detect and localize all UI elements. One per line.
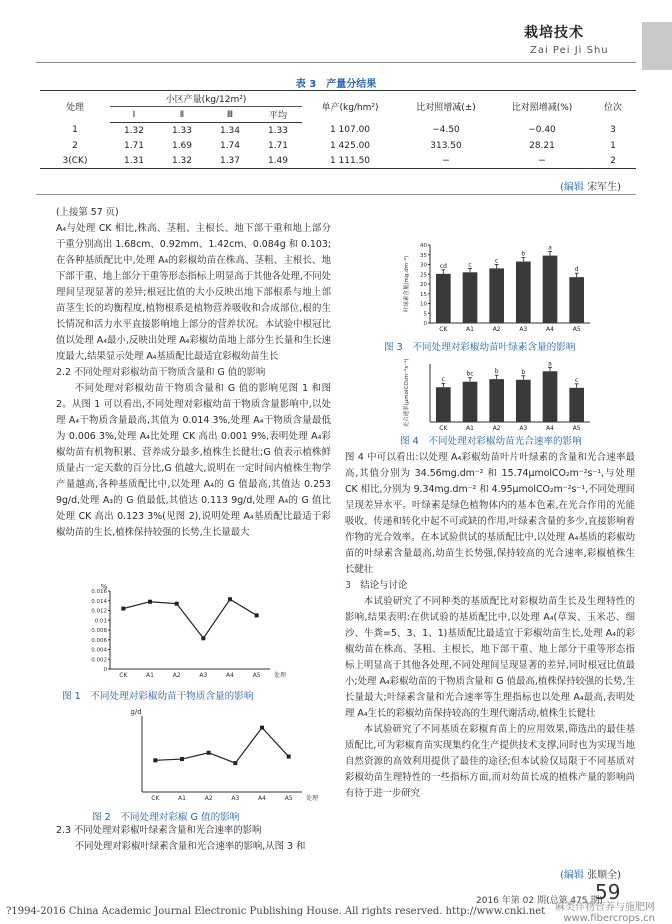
x-axis-label: 处理 — [306, 795, 319, 802]
x-tick-label: A5 — [572, 425, 581, 432]
table-cell: 1.37 — [206, 153, 254, 169]
table-row — [40, 153, 636, 169]
data-point — [228, 597, 232, 601]
x-tick-label: A5 — [252, 672, 261, 679]
watermark-text: 麻类作物营养与施肥网 — [555, 902, 655, 913]
y-tick-label: 40 — [420, 243, 427, 249]
subsection-heading: 2.2 不同处理对彩椒幼苗干物质含量和 G 值的影响 — [56, 367, 266, 378]
table-cell: 1 — [610, 140, 616, 151]
table-cell: 1.32 — [158, 153, 206, 169]
table-cell: 1.74 — [219, 140, 241, 151]
left-column-end — [56, 823, 331, 855]
table-title: 表 3 产量分结果 — [295, 79, 377, 90]
y-tick-label: 30 — [420, 262, 427, 269]
paragraph: A₄与处理 CK 相比,株高、茎粗、主根长、地下部干重和地上部分干重分别高出 1.68cm、0.92mm、1.42cm、0.084g 和 0.103;在各种基质配比中,处理 A₄的彩椒幼苗在株高、茎粗、主根长、地下部干重、地上部分干重等形态指标上明显高于其他各处理,不同处理间呈现显著的差异;根冠比值的大小反映出地下部根系与地上部苗茎生长的均衡程度,植物根系是植物营养吸收和合成部位,根的生长情况和活力水平直接影响地上部分的营养状况。本试验中根冠比值以处理 A₄最小,反映出处理 A₄彩椒幼苗地上部分生长量和生长速度最大,结果显示处理 A₄基质配比最适宜彩椒幼苗生长 — [56, 223, 331, 362]
x-tick-label: A4 — [226, 672, 234, 679]
figure-1-chart — [88, 583, 288, 683]
table-cell: −0.40 — [528, 125, 556, 136]
significance-label: bc — [466, 370, 474, 378]
y-tick-label: 0.004 — [91, 647, 107, 654]
x-tick-label: A1 — [466, 326, 474, 333]
section-heading — [345, 578, 635, 594]
table-row — [40, 123, 636, 139]
x-tick-label: A3 — [231, 795, 240, 802]
y-axis-label: % — [100, 583, 108, 591]
significance-label: c — [468, 261, 472, 269]
x-tick-label: A2 — [492, 326, 501, 333]
bar — [463, 272, 478, 323]
y-axis-label: 叶绿素含量(mg.dm⁻²) — [404, 255, 410, 313]
bar — [516, 380, 531, 422]
y-tick-label: 0.014 — [91, 598, 107, 605]
continuation-note: (上接第 57 页) — [56, 207, 119, 218]
x-tick-label: A5 — [572, 326, 581, 333]
y-tick-label: 0.006 — [91, 637, 107, 644]
figure-2-caption: 图 2 不同处理对彩椒 G 值的影响 — [92, 812, 240, 823]
bar — [569, 388, 584, 422]
bar — [489, 268, 504, 323]
editor-credit-top — [560, 178, 621, 193]
paragraph: 本试验研究了不同种类的基质配比对彩椒幼苗生长及生理特性的影响,结果表明:在供试验的基质配比中,以处理 A₄(草炭、玉米芯、细沙、牛粪=5、3、1、1)基质配比最适宜于彩椒幼苗生长,处理 A₄的彩椒幼苗在株高、茎粗、主根长、地下部干重、地上部分干重等形态指标上明显高于其他各处理,不同处理间呈现显著的差异,同时根冠比值最小;处理 A₄彩椒幼苗的干物质含量和 G 值最高,植株保持较强的长势,生长量最大;叶绿素含量和光合速率等生理指标也以处理 A₄最高,表明处理 A₄生长的彩椒幼苗保持较高的生理代谢活动,植株生长健壮 — [345, 596, 635, 719]
table-cell: 1.31 — [110, 153, 158, 169]
x-tick-label: A3 — [519, 425, 528, 432]
significance-label: cd — [439, 262, 447, 270]
issue-info: 2016 年第 02 期(总第 475 期) — [476, 896, 603, 906]
y-tick-label: 15 — [420, 291, 427, 298]
y-tick-label: 0.012 — [91, 608, 107, 615]
table-cell: 28.21 — [529, 140, 555, 151]
header-treatment: 处理 — [40, 91, 110, 123]
header-diff: 比对照增减(±) — [398, 91, 494, 123]
section-title: 栽培技术 — [524, 25, 584, 41]
bar — [543, 371, 558, 422]
section-rule — [36, 194, 636, 195]
header-tab-block — [642, 22, 672, 70]
editor-name: 宋军生) — [587, 182, 621, 193]
significance-label: a — [548, 244, 552, 252]
data-point — [175, 602, 179, 606]
y-tick-label: 5 — [423, 311, 427, 318]
figure-3-caption: 图 3 不同处理对彩椒幼苗叶绿素含量的影响 — [384, 342, 576, 353]
page-number: 59 — [595, 880, 621, 904]
table-row — [40, 138, 636, 153]
header-rule — [36, 62, 636, 63]
significance-label: b — [521, 250, 526, 258]
table-cell: 3(CK) — [40, 153, 110, 169]
significance-label: b — [494, 368, 499, 376]
bar — [436, 387, 451, 422]
editor-label: (编辑 — [560, 182, 584, 193]
x-tick-label: CK — [151, 795, 160, 802]
x-tick-label: A2 — [492, 425, 501, 432]
table-cell: − — [494, 153, 590, 169]
data-point — [153, 758, 157, 762]
data-point — [121, 607, 125, 611]
x-tick-label: A5 — [284, 795, 293, 802]
significance-label: c — [575, 376, 579, 384]
table-cell: 1.69 — [171, 140, 193, 151]
right-column — [345, 450, 635, 802]
figure-4-caption: 图 4 不同处理对彩椒幼苗光合速率的影响 — [400, 436, 582, 447]
header-pct: 比对照增减(%) — [494, 91, 590, 123]
table-cell: 1.71 — [123, 140, 145, 151]
table-cell: 1.33 — [171, 125, 193, 136]
series-line — [123, 599, 256, 638]
y-tick-label: 0 — [423, 321, 427, 327]
y-tick-label: 35 — [420, 252, 427, 259]
table-cell: 1.32 — [123, 125, 145, 136]
x-tick-label: A2 — [172, 672, 181, 679]
table-cell: − — [398, 153, 494, 169]
significance-label: a — [548, 360, 552, 368]
x-tick-label: A1 — [146, 672, 154, 679]
left-column — [56, 205, 331, 541]
subsection-heading: 2.3 不同处理对彩椒叶绿素含量和光合速率的影响 — [56, 825, 262, 836]
header-plot-yield: 小区产量(kg/12m²) — [110, 91, 302, 107]
table-cell: 1 425.00 — [329, 140, 371, 151]
data-point — [255, 613, 259, 617]
x-tick-label: CK — [439, 326, 448, 333]
figure-4-chart — [398, 356, 598, 432]
y-tick-label: 0.002 — [91, 657, 107, 664]
copyright-line: ?1994-2016 China Academic Journal Electronic Publishing House. All rights reserved. http://www.cnki.net — [6, 906, 546, 917]
data-point — [287, 755, 291, 759]
data-point — [233, 761, 237, 765]
series-line — [155, 728, 288, 763]
table-cell: 313.50 — [430, 140, 462, 151]
data-point — [180, 757, 184, 761]
y-tick-label: 0 — [103, 667, 107, 673]
y-tick-label: 25 — [420, 272, 427, 279]
table-cell: 1 111.50 — [302, 153, 398, 169]
bar — [569, 277, 584, 323]
watermark-url: www.fibercrops.cn — [563, 913, 655, 924]
bar — [516, 262, 531, 323]
x-tick-label: CK — [439, 425, 448, 432]
figure-2-chart — [120, 702, 320, 806]
x-tick-label: A2 — [204, 795, 213, 802]
subheader-i: Ⅰ — [110, 107, 158, 123]
header-rank: 位次 — [590, 91, 636, 123]
bar — [543, 256, 558, 323]
x-tick-label: A1 — [178, 795, 186, 802]
significance-label: c — [441, 376, 445, 384]
bar — [463, 382, 478, 422]
data-point — [207, 751, 211, 755]
section-pinyin: Zai Pei Ji Shu — [530, 45, 609, 56]
watermark — [555, 902, 655, 924]
figure-3-chart — [398, 233, 598, 335]
table-cell: 1.33 — [267, 125, 289, 136]
x-axis-label: 处理 — [274, 672, 287, 679]
section-number: 3 — [345, 580, 351, 591]
bar — [436, 274, 451, 323]
x-tick-label: A4 — [546, 326, 554, 333]
table-header-row — [40, 91, 636, 107]
data-point — [201, 636, 205, 640]
subheader-iii: Ⅲ — [206, 107, 254, 123]
figure-1-caption: 图 1 不同处理对彩椒幼苗干物质含量的影响 — [62, 691, 254, 702]
y-axis-label: g/d — [130, 708, 142, 716]
paragraph: 图 4 中可以看出:以处理 A₄彩椒幼苗叶片叶绿素的含量和光合速率最高,其值分别为 34.56mg.dm⁻² 和 15.74μmolCO₂m⁻²s⁻¹,与处理 CK 相比,分别为 9.34mg.dm⁻² 和 4.95μmolCO₂m⁻²s⁻¹,不同处理间呈现差异水平。叶绿素是绿色植物体内的基本色素,在光合作用的光能吸收、传递和转化中起不可或缺的作用,叶绿素含量的多少,直接影响着作物的光合效率。在本试验供试的基质配比中,以处理 A₄基质的彩椒幼苗的叶绿素含量最高,幼苗生长势强,保持较高的光合速率,彩椒植株生长健壮 — [345, 452, 635, 575]
bar — [489, 379, 504, 422]
significance-label: b — [521, 368, 526, 376]
table-cell: 1.34 — [219, 125, 241, 136]
table-cell: 2 — [72, 140, 78, 151]
subheader-avg: 平均 — [254, 107, 302, 123]
y-tick-label: 0.008 — [91, 628, 107, 634]
table-cell: 1.71 — [267, 140, 289, 151]
editor-credit-bottom — [560, 866, 621, 881]
x-tick-label: CK — [119, 672, 128, 679]
x-tick-label: A3 — [199, 672, 208, 679]
y-tick-label: 20 — [420, 282, 427, 288]
table-cell: 1 — [72, 125, 78, 136]
y-tick-label: 0.016 — [91, 589, 107, 595]
y-axis-label: 光合速率(μmolCO₂m⁻²s⁻¹) — [404, 358, 410, 428]
editor-name: 张顺全) — [587, 870, 621, 881]
yield-table — [40, 90, 636, 169]
subheader-ii: Ⅱ — [158, 107, 206, 123]
y-tick-label: 0.01 — [94, 618, 107, 625]
section-title-text: 结论与讨论 — [360, 580, 408, 591]
table-cell: 1.49 — [254, 153, 302, 169]
significance-label: d — [574, 266, 579, 274]
header-unit-yield: 单产(kg/hm²) — [302, 91, 398, 123]
x-tick-label: A4 — [546, 425, 554, 432]
paragraph: 不同处理对彩椒幼苗干物质含量和 G 值的影响见图 1 和图 2。从图 1 可以看出,不同处理对彩椒幼苗干物质含量影响中,以处理 A₄干物质含量最高,其值为 0.014 3%,处理 A₄干物质含量最低为 0.006 3%,处理 A₄比处理 CK 高出 0.001 9%,表明处理 A₄彩椒幼苗有机物积累、营养成分最多,植株生长健壮;G 值表示植株鲜质量占一定天数的百分比,G 值越大,说明在一定时间内植株生物学产量越高,各种基质配比中,以处理 A₄的 G 值最高,其值达 0.253 9g/d,处理 A₃的 G 值最低,其值达 0.113 9g/d,处理 A₄的 G 值比处理 CK 高出 0.123 3%(见图 2),说明处理 A₄基质配比最适于彩椒幼苗的生长,植株保持较强的长势,生长量最大 — [56, 383, 331, 538]
table-cell: −4.50 — [432, 125, 460, 136]
paragraph: 本试验研究了不同基质在彩椒育苗上的应用效果,筛选出的最佳基质配比,可为彩椒育苗实现集约化生产提供技术支撑,同时也为实现当地自然资源的高效利用提供了最佳的途径;但本试验仅局限于不同基质对彩椒幼苗生理特性的一些指标方面,而对幼苗长成的植株产量的影响尚有待于进一步研究 — [345, 724, 635, 799]
x-tick-label: A4 — [258, 795, 266, 802]
table-cell: 2 — [590, 153, 636, 169]
editor-label: (编辑 — [560, 870, 584, 881]
x-tick-label: A1 — [466, 425, 474, 432]
table-cell: 3 — [610, 125, 616, 136]
data-point — [260, 726, 264, 730]
paragraph: 不同处理对彩椒叶绿素含量和光合速率的影响,从图 3 和 — [74, 841, 306, 852]
significance-label: c — [495, 257, 499, 265]
y-tick-label: 10 — [420, 301, 427, 308]
data-point — [148, 600, 152, 604]
x-tick-label: A3 — [519, 326, 528, 333]
table-cell: 1 107.00 — [329, 125, 371, 136]
